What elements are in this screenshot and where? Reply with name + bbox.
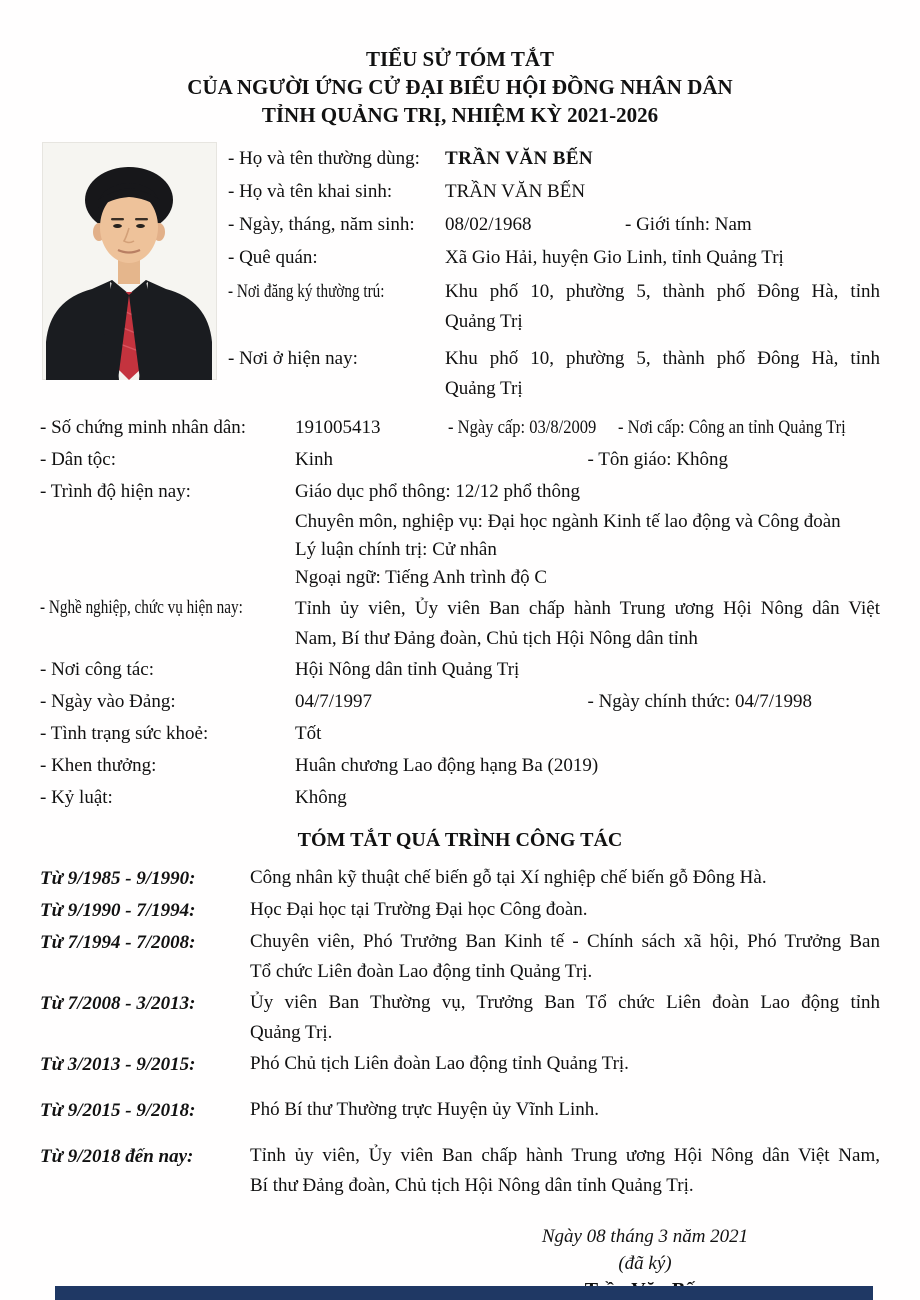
field-birth-name — [228, 175, 880, 208]
field-registered-residence — [228, 274, 880, 341]
field-label: - Dân tộc: — [40, 449, 116, 470]
field-current-residence — [228, 341, 880, 408]
portrait-illustration — [42, 142, 217, 380]
career-row — [40, 988, 880, 1048]
field-party-join-date — [40, 686, 880, 718]
career-history — [40, 863, 880, 1201]
candidate-portrait-photo — [42, 142, 217, 380]
career-period: Từ 9/1985 - 9/1990: — [40, 868, 196, 889]
title-line-3: TỈNH QUẢNG TRỊ, NHIỆM KỲ 2021-2026 — [261, 103, 659, 127]
career-row — [40, 863, 880, 894]
field-label: - Số chứng minh nhân dân: — [40, 417, 247, 438]
field-occupation — [40, 592, 880, 654]
field-label: - Nơi đăng ký thường trú: — [228, 281, 385, 302]
field-health — [40, 718, 880, 750]
field-common-name — [228, 142, 880, 175]
field-gender: - Giới tính: Nam — [625, 214, 752, 235]
career-period: Từ 9/1990 - 7/1994: — [40, 900, 196, 921]
field-discipline — [40, 782, 880, 814]
field-value: Huân chương Lao động hạng Ba (2019) — [295, 755, 599, 776]
field-value — [295, 592, 880, 654]
field-value: TRẦN VĂN BẾN — [445, 181, 586, 202]
career-line: Ủy viên Ban Thường vụ, Trưởng Ban Tổ chức Liên đoàn Lao động tỉnh — [250, 992, 880, 1013]
education-general: Giáo dục phổ thông: 12/12 phổ thông — [295, 481, 580, 502]
field-value: 191005413 — [295, 417, 381, 438]
title-line-1: TIỂU SỬ TÓM TẮT — [365, 47, 555, 71]
career-line: Quảng Trị. — [250, 1022, 333, 1043]
field-label: - Trình độ hiện nay: — [40, 481, 191, 502]
education-language: Ngoại ngữ: Tiếng Anh trình độ C — [295, 567, 548, 588]
education-professional: Chuyên môn, nghiệp vụ: Đại học ngành Kinh tế lao động và Công đoàn — [295, 511, 841, 532]
career-description: Công nhân kỹ thuật chế biến gỗ tại Xí nghiệp chế biến gỗ Đông Hà. — [250, 867, 767, 888]
field-issue-place: - Nơi cấp: Công an tỉnh Quảng Trị — [618, 417, 846, 438]
career-row — [40, 1141, 880, 1201]
field-value — [445, 344, 880, 408]
value-line: Tỉnh ủy viên, Ủy viên Ban chấp hành Trung ương Hội Nông dân Việt — [295, 598, 880, 619]
field-value: Tốt — [295, 723, 322, 744]
field-value — [445, 277, 880, 341]
field-education — [40, 476, 880, 592]
career-period: Từ 3/2013 - 9/2015: — [40, 1054, 196, 1075]
career-description: Phó Chủ tịch Liên đoàn Lao động tỉnh Quảng Trị. — [250, 1053, 629, 1074]
value-line: Quảng Trị — [445, 311, 523, 332]
detail-fields — [40, 412, 880, 814]
field-birth-date — [228, 208, 880, 241]
career-row — [40, 927, 880, 987]
field-label: - Tình trạng sức khoẻ: — [40, 723, 209, 744]
career-period: Từ 7/1994 - 7/2008: — [40, 932, 196, 953]
value-line: Khu phố 10, phường 5, thành phố Đông Hà, tỉnh — [445, 281, 880, 302]
field-value — [295, 476, 880, 592]
field-value: 04/7/1997 — [295, 691, 373, 712]
value-line: Quảng Trị — [445, 378, 523, 399]
field-label: - Họ và tên thường dùng: — [228, 148, 420, 169]
field-label: - Khen thưởng: — [40, 755, 157, 776]
field-workplace — [40, 654, 880, 686]
career-description: Học Đại học tại Trường Đại học Công đoàn. — [250, 899, 588, 920]
career-description — [250, 927, 880, 987]
field-label: - Quê quán: — [228, 247, 318, 268]
career-row — [40, 1095, 880, 1126]
career-period: Từ 9/2015 - 9/2018: — [40, 1100, 196, 1121]
document-title — [0, 0, 920, 129]
career-section-title: TÓM TẮT QUÁ TRÌNH CÔNG TÁC — [297, 829, 623, 851]
career-description: Phó Bí thư Thường trực Huyện ủy Vĩnh Linh. — [250, 1099, 599, 1120]
field-label: - Ngày vào Đảng: — [40, 691, 176, 712]
career-line: Tổ chức Liên đoàn Lao động tỉnh Quảng Trị. — [250, 961, 593, 982]
title-line-2: CỦA NGƯỜI ỨNG CỬ ĐẠI BIỂU HỘI ĐỒNG NHÂN DÂN — [187, 75, 733, 99]
field-religion: - Tôn giáo: Không — [587, 449, 729, 470]
field-ethnicity — [40, 444, 880, 476]
signature-signed-note: (đã ký) — [618, 1253, 672, 1274]
career-line: Chuyên viên, Phó Trưởng Ban Kinh tế - Chính sách xã hội, Phó Trưởng Ban — [250, 931, 880, 952]
field-awards — [40, 750, 880, 782]
field-label: - Ngày, tháng, năm sinh: — [228, 214, 415, 235]
field-label: - Nơi công tác: — [40, 659, 154, 680]
field-label: - Nơi ở hiện nay: — [228, 348, 358, 369]
career-row — [40, 1049, 880, 1080]
field-value: Xã Gio Hải, huyện Gio Linh, tỉnh Quảng Trị — [445, 247, 784, 268]
field-value: Kinh — [295, 449, 333, 470]
field-label: - Nghề nghiệp, chức vụ hiện nay: — [40, 597, 243, 618]
career-description — [250, 1141, 880, 1201]
top-section — [42, 142, 880, 408]
field-issue-date: - Ngày cấp: 03/8/2009 — [447, 417, 597, 438]
field-label: - Họ và tên khai sinh: — [228, 181, 393, 202]
value-line: Khu phố 10, phường 5, thành phố Đông Hà, tỉnh — [445, 348, 880, 369]
career-line: Bí thư Đảng đoàn, Chủ tịch Hội Nông dân tỉnh Quảng Trị. — [250, 1175, 694, 1196]
field-value: Hội Nông dân tỉnh Quảng Trị — [295, 659, 520, 680]
signature-date: Ngày 08 tháng 3 năm 2021 — [541, 1226, 749, 1247]
field-party-official-date: - Ngày chính thức: 04/7/1998 — [587, 691, 813, 712]
career-description — [250, 988, 880, 1048]
career-row — [40, 895, 880, 926]
value-line: Nam, Bí thư Đảng đoàn, Chủ tịch Hội Nông dân tỉnh — [295, 628, 698, 649]
field-value: 08/02/1968 — [445, 214, 532, 235]
personal-info-fields — [228, 142, 880, 408]
career-period: Từ 7/2008 - 3/2013: — [40, 993, 196, 1014]
career-line: Tỉnh ủy viên, Ủy viên Ban chấp hành Trung ương Hội Nông dân Việt Nam, — [250, 1145, 880, 1166]
bottom-blue-bar — [55, 1286, 873, 1300]
education-political: Lý luận chính trị: Cử nhân — [295, 539, 497, 560]
field-id-number — [40, 412, 880, 444]
career-period: Từ 9/2018 đến nay: — [40, 1146, 194, 1167]
field-label: - Kỷ luật: — [40, 787, 113, 808]
field-value: TRẦN VĂN BẾN — [445, 148, 594, 169]
field-hometown — [228, 241, 880, 274]
field-value: Không — [295, 787, 347, 808]
